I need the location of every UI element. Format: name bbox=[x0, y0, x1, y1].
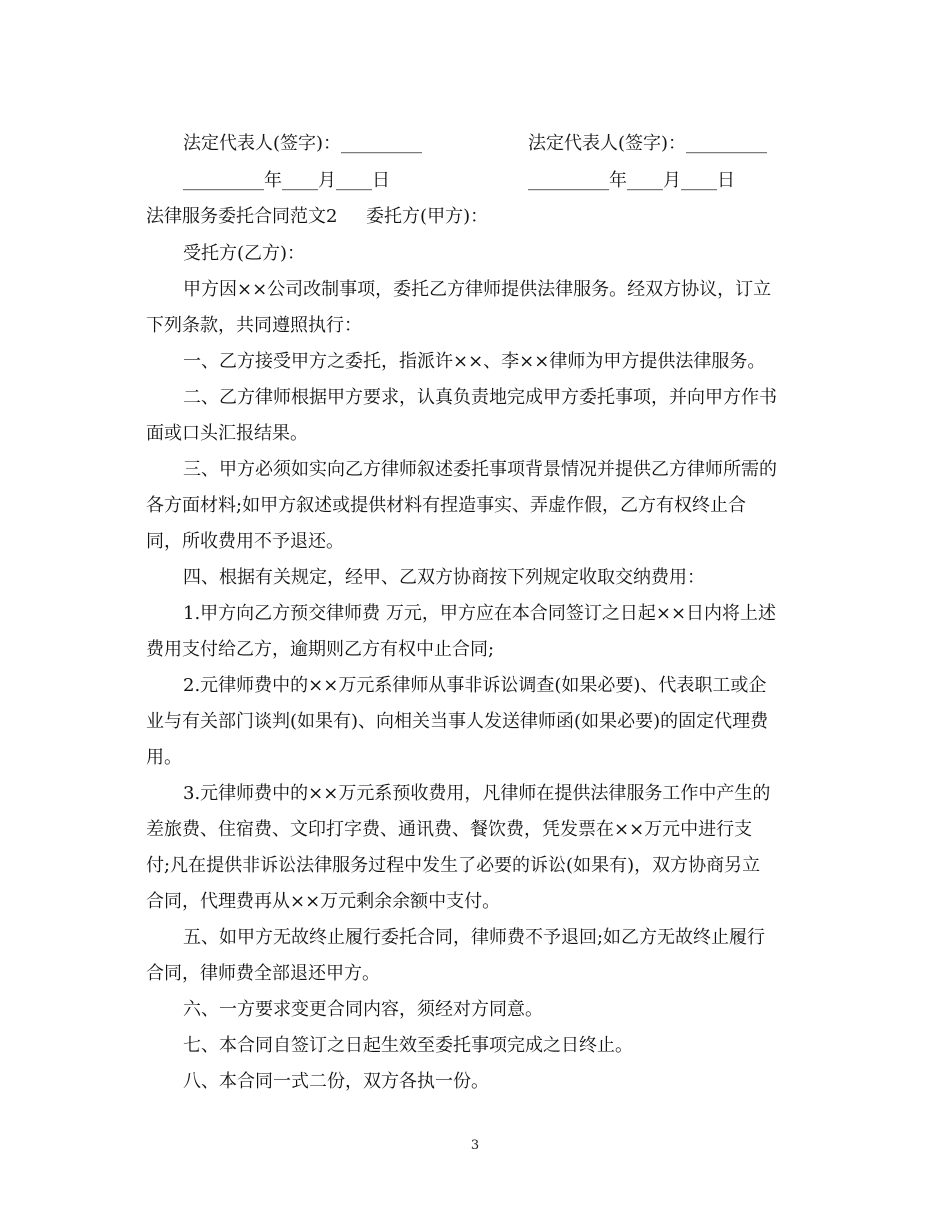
body-line: 受托方(乙方)： bbox=[183, 243, 306, 264]
body-line: 八、本合同一式二份，双方各执一份。 bbox=[183, 1071, 489, 1092]
body-line: 三、甲方必须如实向乙方律师叙述委托事项背景情况并提供乙方律师所需的 bbox=[183, 459, 777, 480]
body-line: 合同，律师费全部退还甲方。 bbox=[146, 963, 380, 984]
body-line: 六、一方要求变更合同内容，须经对方同意。 bbox=[183, 999, 543, 1020]
body-line: 差旅费、住宿费、文印打字费、通讯费、餐饮费，凭发票在××万元中进行支 bbox=[146, 819, 753, 840]
page-number: 3 bbox=[470, 1138, 480, 1153]
body-line: 七、本合同自签订之日起生效至委托事项完成之日终止。 bbox=[183, 1035, 633, 1056]
body-line: 一、乙方接受甲方之委托，指派许××、李××律师为甲方提供法律服务。 bbox=[183, 351, 766, 372]
body-line: 甲方因××公司改制事项，委托乙方律师提供法律服务。经双方协议，订立 bbox=[183, 279, 772, 300]
right-legal-rep-signature: 法定代表人(签字)：_________ bbox=[528, 133, 768, 154]
body-line: 下列条款，共同遵照执行： bbox=[146, 315, 362, 336]
body-line: 费用支付给乙方，逾期则乙方有权中止合同; bbox=[146, 639, 495, 660]
left-legal-rep-signature: 法定代表人(签字)：_________ bbox=[183, 133, 423, 154]
body-line: 合同，代理费再从××万元剩余余额中支付。 bbox=[146, 891, 501, 912]
body-line: 同，所收费用不予退还。 bbox=[146, 531, 344, 552]
body-line: 用。 bbox=[146, 747, 182, 768]
left-signature-date: _________年____月____日 bbox=[183, 170, 390, 191]
body-line: 面或口头汇报结果。 bbox=[146, 423, 308, 444]
body-line: 2.元律师费中的××万元系律师从事非诉讼调查(如果必要)、代表职工或企 bbox=[183, 675, 767, 696]
body-line: 五、如甲方无故终止履行委托合同，律师费不予退回;如乙方无故终止履行 bbox=[183, 927, 766, 948]
body-line: 各方面材料;如甲方叙述或提供材料有捏造事实、弄虚作假，乙方有权终止合 bbox=[146, 495, 747, 516]
right-signature-date: _________年____月____日 bbox=[528, 170, 735, 191]
body-line: 付;凡在提供非诉讼法律服务过程中发生了必要的诉讼(如果有)，双方协商另立 bbox=[146, 855, 761, 876]
body-line: 3.元律师费中的××万元系预收费用，凡律师在提供法律服务工作中产生的 bbox=[183, 783, 771, 804]
body-line: 四、根据有关规定，经甲、乙双方协商按下列规定收取交纳费用： bbox=[183, 567, 705, 588]
body-line: 1.甲方向乙方预交律师费 万元，甲方应在本合同签订之日起××日内将上述 bbox=[183, 603, 777, 624]
contract-heading-line: 法律服务委托合同范文2 委托方(甲方)： bbox=[146, 206, 489, 227]
body-line: 业与有关部门谈判(如果有)、向相关当事人发送律师函(如果必要)的固定代理费 bbox=[146, 711, 769, 732]
body-line: 二、乙方律师根据甲方要求，认真负责地完成甲方委托事项，并向甲方作书 bbox=[183, 387, 777, 408]
